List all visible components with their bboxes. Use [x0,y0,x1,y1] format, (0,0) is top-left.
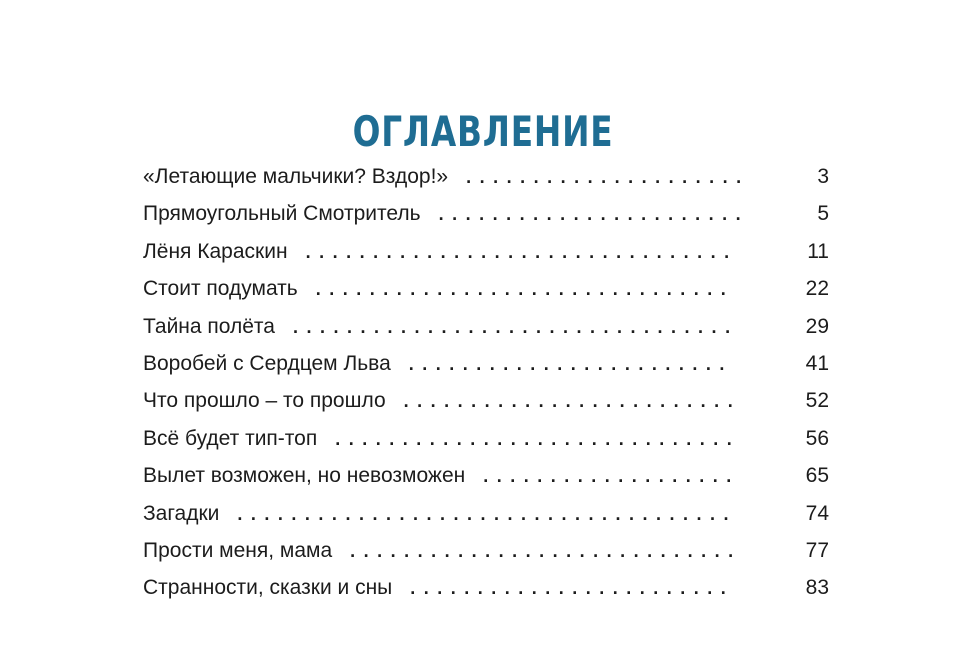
toc-entry-page: 56 [805,426,829,450]
toc-entry-title: Прямоугольный Смотритель [143,202,421,226]
toc-entry-page: 41 [805,351,829,375]
toc-entry-title: Загадки [143,501,220,525]
toc-entry-title: Лёня Караскин [143,239,288,263]
dot-leader [410,570,733,607]
toc-entry [143,495,829,532]
dot-leader [293,309,734,346]
page-title: ОГЛАВЛЕНИЕ [352,107,614,157]
toc-entry-title: Прости меня, мама [143,538,333,562]
toc-entry [143,158,829,195]
toc-entry-page: 22 [805,277,829,301]
toc-entry-page: 77 [805,538,829,562]
toc-entry-title: Тайна полёта [143,314,275,338]
toc-entry-page: 5 [817,202,829,226]
toc-entry-page: 3 [817,165,829,188]
toc-entry-title: Вылет возможен, но невозможен [143,464,466,488]
toc-entry [143,457,829,494]
toc-entry [143,569,829,606]
dot-leader [483,458,733,495]
toc-entry-title: Воробей с Сердцем Льва [143,351,391,375]
toc-entry-page: 52 [805,389,829,413]
toc-entry-page: 29 [805,314,829,338]
toc-entry-title: Стоит подумать [143,277,298,301]
toc-entry [143,420,829,457]
dot-leader [306,234,736,271]
dot-leader [350,533,734,570]
toc-entry [143,532,829,569]
toc-entry-page: 74 [805,501,829,525]
toc-entry [143,270,829,307]
dot-leader [404,383,734,420]
toc-entry-title: Всё будет тип-топ [143,426,318,450]
toc-entry-page: 83 [805,576,829,600]
table-of-contents [143,158,829,607]
dot-leader [335,421,733,458]
toc-entry [143,233,829,270]
dot-leader [237,496,733,533]
toc-entry [143,345,829,382]
toc-entry-page: 11 [807,239,829,263]
dot-leader [439,196,746,233]
toc-entry-page: 65 [805,464,829,488]
toc-entry-title: Странности, сказки и сны [143,576,393,600]
toc-entry [143,382,829,419]
dot-leader [316,271,734,308]
toc-entry-title: «Летающие мальчики? Вздор!» [143,165,449,188]
toc-entry-title: Что прошло – то прошло [143,389,386,413]
dot-leader [409,346,734,383]
toc-entry [143,308,829,345]
dot-leader [466,159,745,196]
toc-entry [143,195,829,232]
